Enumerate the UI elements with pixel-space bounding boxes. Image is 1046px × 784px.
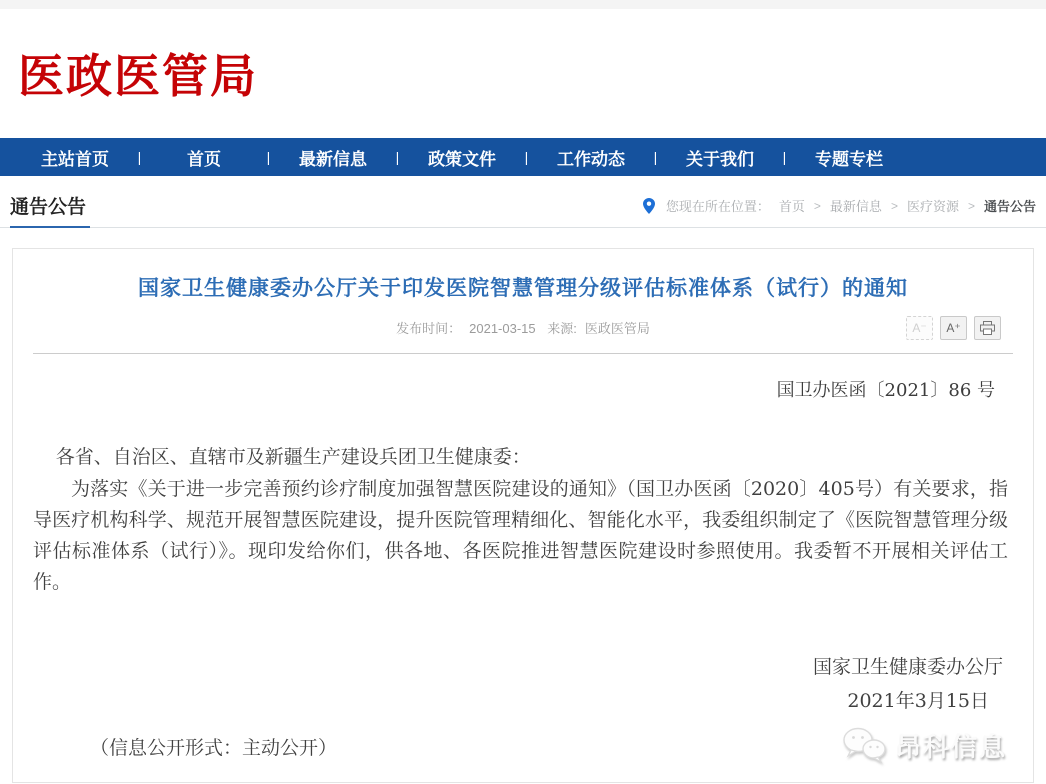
nav-item-work-updates[interactable]: 工作动态 bbox=[557, 149, 625, 169]
main-nav bbox=[0, 138, 1046, 176]
nav-separator: | bbox=[266, 149, 271, 165]
font-decrease-button[interactable]: A⁻ bbox=[906, 316, 933, 340]
article-toolbar bbox=[906, 316, 1001, 340]
source-label: 来源: bbox=[547, 321, 577, 336]
breadcrumb-row bbox=[0, 176, 1046, 228]
publish-time-value: 2021-03-15 bbox=[469, 321, 536, 336]
breadcrumb-item-current: 通告公告 bbox=[983, 199, 1036, 214]
breadcrumb bbox=[643, 196, 1036, 227]
document-number: 国卫办医函〔2021〕86 号 bbox=[776, 380, 995, 401]
nav-separator: | bbox=[395, 149, 400, 165]
disclosure-note: （信息公开形式：主动公开） bbox=[90, 737, 338, 759]
signature-organization: 国家卫生健康委办公厅 bbox=[812, 656, 1003, 678]
article-salutation: 各省、自治区、直辖市及新疆生产建设兵团卫生健康委： bbox=[55, 446, 531, 468]
nav-item-policy-documents[interactable]: 政策文件 bbox=[428, 149, 496, 169]
article-container bbox=[12, 248, 1034, 783]
site-header bbox=[0, 9, 1046, 138]
nav-item-latest-news[interactable]: 最新信息 bbox=[299, 149, 367, 169]
nav-separator: | bbox=[782, 149, 787, 165]
nav-item-main-home[interactable]: 主站首页 bbox=[41, 149, 109, 169]
nav-separator: | bbox=[524, 149, 529, 165]
section-title: 通告公告 bbox=[10, 192, 90, 228]
location-pin-icon bbox=[643, 198, 655, 214]
breadcrumb-separator: > bbox=[813, 198, 821, 213]
breadcrumb-item-home[interactable]: 首页 bbox=[778, 199, 805, 214]
breadcrumb-item-latest-news[interactable]: 最新信息 bbox=[829, 199, 882, 214]
nav-item-about-us[interactable]: 关于我们 bbox=[686, 149, 754, 169]
signature-date: 2021年3月15日 bbox=[847, 690, 989, 712]
article-body: 为落实《关于进一步完善预约诊疗制度加强智慧医院建设的通知》（国卫办医函〔2020〕405号）有关要求，指导医疗机构科学、规范开展智慧医院建设，提升医院管理精细化、智能化水平，我委组织制定了《医院智慧管理分级评估标准体系（试行）》。现印发给你们，供各地、各医院推进智慧医院建设时参照使用。我委暂不开展相关评估工作。 bbox=[33, 478, 1008, 593]
print-button[interactable] bbox=[974, 316, 1001, 340]
breadcrumb-location-label: 您现在所在位置： bbox=[665, 199, 770, 214]
meta-divider bbox=[33, 353, 1013, 354]
breadcrumb-separator: > bbox=[890, 198, 898, 213]
top-strip bbox=[0, 0, 1046, 9]
publish-time-label: 发布时间： bbox=[396, 321, 462, 336]
font-increase-button[interactable]: A⁺ bbox=[940, 316, 967, 340]
watermark-text: 昂科信息 bbox=[894, 731, 1007, 762]
article-title: 国家卫生健康委办公厅关于印发医院智慧管理分级评估标准体系（试行）的通知 bbox=[138, 277, 908, 300]
site-title: 医政医管局 bbox=[18, 50, 258, 102]
nav-separator: | bbox=[653, 149, 658, 165]
nav-item-home[interactable]: 首页 bbox=[187, 149, 221, 169]
article-meta bbox=[13, 318, 1033, 337]
breadcrumb-item-medical-resources[interactable]: 医疗资源 bbox=[906, 199, 959, 214]
nav-separator: | bbox=[137, 149, 142, 165]
source-value: 医政医管局 bbox=[584, 321, 650, 336]
printer-icon bbox=[980, 321, 995, 335]
breadcrumb-separator: > bbox=[967, 198, 975, 213]
nav-item-special-topics[interactable]: 专题专栏 bbox=[815, 149, 883, 169]
